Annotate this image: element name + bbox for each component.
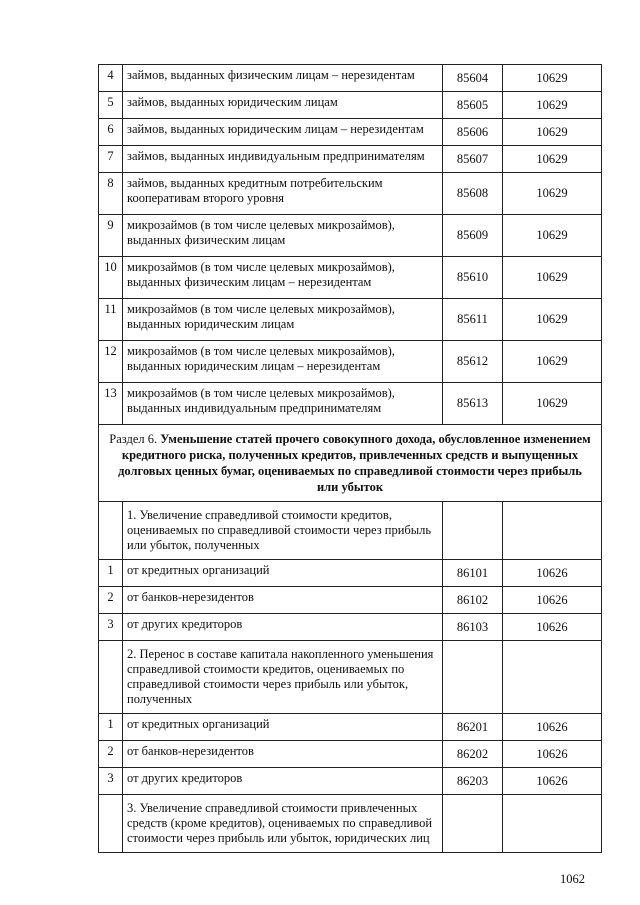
table-row (99, 614, 602, 641)
row-symbol: 10629 (503, 146, 602, 173)
group-row (99, 641, 602, 714)
row-number: 6 (99, 119, 123, 146)
section-row (99, 425, 602, 502)
row-name: займов, выданных юридическим лицам – нерезидентам (123, 119, 443, 146)
row-name: займов, выданных физическим лицам – нерезидентам (123, 65, 443, 92)
row-name: микрозаймов (в том числе целевых микрозаймов), выданных физическим лицам – нерезидентам (123, 257, 443, 299)
table-row (99, 146, 602, 173)
accounts-table (98, 64, 602, 853)
row-symbol: 10626 (503, 614, 602, 641)
row-code: 85605 (443, 92, 503, 119)
row-code: 86201 (443, 714, 503, 741)
section-heading (99, 425, 602, 502)
row-name: микрозаймов (в том числе целевых микрозаймов), выданных физическим лицам (123, 215, 443, 257)
table-row (99, 215, 602, 257)
page-number: 1062 (560, 872, 585, 886)
row-name: микрозаймов (в том числе целевых микрозаймов), выданных юридическим лицам – нерезидентам (123, 341, 443, 383)
row-code: 86202 (443, 741, 503, 768)
row-code: 85609 (443, 215, 503, 257)
table-row (99, 119, 602, 146)
table-row (99, 341, 602, 383)
row-number: 1 (99, 714, 123, 741)
row-code: 85611 (443, 299, 503, 341)
group-row (99, 502, 602, 560)
row-name: микрозаймов (в том числе целевых микрозаймов), выданных юридическим лицам (123, 299, 443, 341)
row-symbol: 10629 (503, 215, 602, 257)
row-symbol: 10626 (503, 587, 602, 614)
row-name: от банков-нерезидентов (123, 741, 443, 768)
row-code: 85604 (443, 65, 503, 92)
row-number: 7 (99, 146, 123, 173)
row-number: 2 (99, 741, 123, 768)
row-code: 86103 (443, 614, 503, 641)
table-row (99, 741, 602, 768)
row-symbol: 10629 (503, 65, 602, 92)
group-heading: 3. Увеличение справедливой стоимости привлеченных средств (кроме кредитов), оцениваемых по справедливой стоимости через прибыль или убыток, юридических лиц (123, 795, 443, 853)
row-name: займов, выданных юридическим лицам (123, 92, 443, 119)
table-row (99, 587, 602, 614)
row-name: от кредитных организаций (123, 560, 443, 587)
section-prefix: Раздел 6. (109, 432, 158, 446)
row-code: 85606 (443, 119, 503, 146)
row-name: от других кредиторов (123, 614, 443, 641)
row-name: микрозаймов (в том числе целевых микрозаймов), выданных индивидуальным предпринимателям (123, 383, 443, 425)
row-symbol: 10629 (503, 383, 602, 425)
row-symbol: 10629 (503, 341, 602, 383)
row-number: 3 (99, 614, 123, 641)
row-symbol: 10626 (503, 768, 602, 795)
section-title: Уменьшение статей прочего совокупного дохода, обусловленное изменением кредитного риска, полученных кредитов, привлеченных средств и выпущенных долговых ценных бумаг, оцениваемых по справедливой стоимости через прибыль или убыток (118, 432, 591, 494)
group-heading: 1. Увеличение справедливой стоимости кредитов, оцениваемых по справедливой стоимости через прибыль или убыток, полученных (123, 502, 443, 560)
row-number: 4 (99, 65, 123, 92)
row-code: 86102 (443, 587, 503, 614)
table-row (99, 92, 602, 119)
table-row (99, 560, 602, 587)
row-symbol: 10626 (503, 741, 602, 768)
row-symbol: 10629 (503, 173, 602, 215)
row-code: 85613 (443, 383, 503, 425)
row-symbol: 10626 (503, 714, 602, 741)
row-number: 12 (99, 341, 123, 383)
row-name: займов, выданных кредитным потребительским кооперативам второго уровня (123, 173, 443, 215)
row-number: 3 (99, 768, 123, 795)
row-code: 86203 (443, 768, 503, 795)
row-number: 5 (99, 92, 123, 119)
row-name: займов, выданных индивидуальным предпринимателям (123, 146, 443, 173)
table-row (99, 299, 602, 341)
table-row (99, 383, 602, 425)
row-number: 10 (99, 257, 123, 299)
row-name: от кредитных организаций (123, 714, 443, 741)
row-symbol: 10629 (503, 119, 602, 146)
table-row (99, 768, 602, 795)
group-row (99, 795, 602, 853)
row-number: 9 (99, 215, 123, 257)
row-code: 85607 (443, 146, 503, 173)
table-row (99, 65, 602, 92)
row-number: 13 (99, 383, 123, 425)
row-code: 85610 (443, 257, 503, 299)
group-heading: 2. Перенос в составе капитала накопленного уменьшения справедливой стоимости кредитов, оцениваемых по справедливой стоимости через прибыль или убыток, полученных (123, 641, 443, 714)
table-row (99, 173, 602, 215)
row-number: 11 (99, 299, 123, 341)
row-symbol: 10629 (503, 299, 602, 341)
row-number: 2 (99, 587, 123, 614)
row-symbol: 10629 (503, 257, 602, 299)
table-row (99, 714, 602, 741)
row-name: от других кредиторов (123, 768, 443, 795)
row-code: 85608 (443, 173, 503, 215)
row-code: 86101 (443, 560, 503, 587)
row-name: от банков-нерезидентов (123, 587, 443, 614)
row-code: 85612 (443, 341, 503, 383)
table-row (99, 257, 602, 299)
row-number: 8 (99, 173, 123, 215)
row-symbol: 10629 (503, 92, 602, 119)
row-number: 1 (99, 560, 123, 587)
row-symbol: 10626 (503, 560, 602, 587)
